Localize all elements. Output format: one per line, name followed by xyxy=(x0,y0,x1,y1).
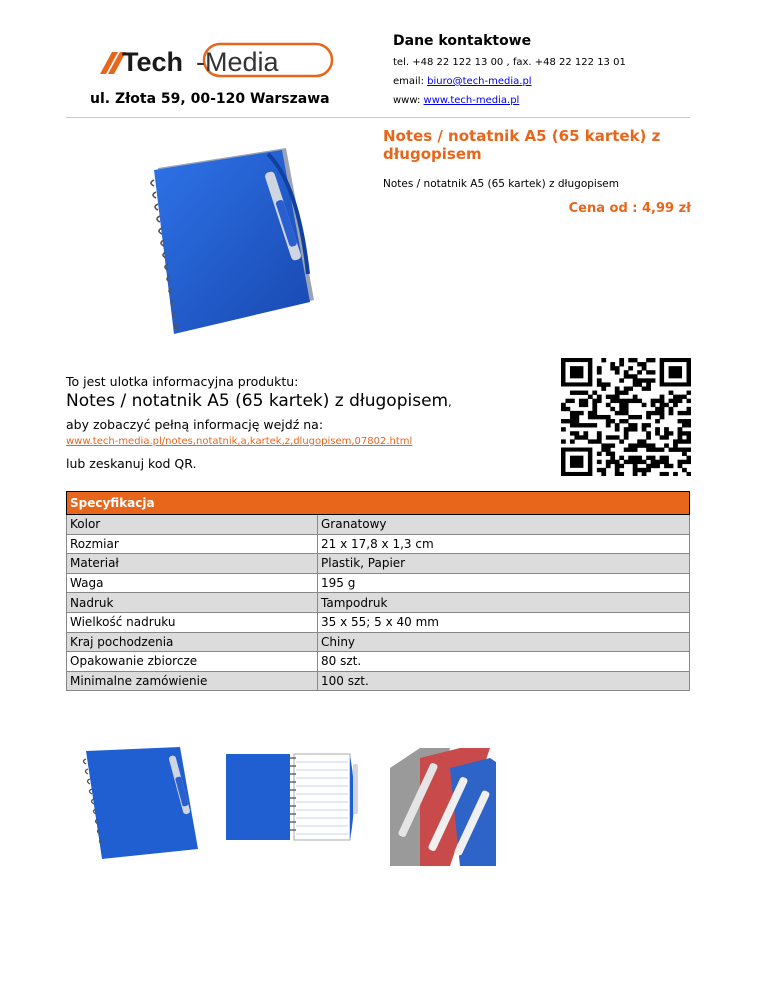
spec-value: 35 x 55; 5 x 40 mm xyxy=(318,612,690,632)
product-subtitle: Notes / notatnik A5 (65 kartek) z długopisem xyxy=(383,178,619,190)
logo-text-media: -Media xyxy=(196,47,279,77)
info-visit: aby zobaczyć pełną informację wejdź na: xyxy=(66,417,324,432)
qr-code xyxy=(561,358,691,476)
spec-value: 21 x 17,8 x 1,3 cm xyxy=(318,534,690,554)
info-intro: To jest ulotka informacyjna produktu: xyxy=(66,374,299,389)
product-thumbnail-3 xyxy=(390,748,496,866)
spec-key: Waga xyxy=(67,573,318,593)
contact-phone: tel. +48 22 122 13 00 , fax. +48 22 122 13 01 xyxy=(393,57,626,68)
spec-value: 100 szt. xyxy=(318,671,690,691)
product-url-link[interactable]: www.tech-media.pl/notes,notatnik,a,kartek,z,dlugopisem,07802.html xyxy=(66,436,413,447)
spec-value: Chiny xyxy=(318,632,690,652)
product-title: Notes / notatnik A5 (65 kartek) z długopisem xyxy=(383,127,661,163)
product-price: Cena od : 4,99 zł xyxy=(568,201,691,216)
email-link[interactable]: biuro@tech-media.pl xyxy=(427,76,532,87)
spec-key: Rozmiar xyxy=(67,534,318,554)
logo-text-tech: Tech xyxy=(122,47,184,77)
spec-header-row xyxy=(67,492,690,515)
table-row xyxy=(67,593,690,613)
table-row xyxy=(67,573,690,593)
spec-key: Minimalne zamówienie xyxy=(67,671,318,691)
spec-key: Kolor xyxy=(67,515,318,535)
table-row xyxy=(67,554,690,574)
spec-key: Nadruk xyxy=(67,593,318,613)
info-product-name-text: Notes / notatnik A5 (65 kartek) z długopisem xyxy=(66,391,449,411)
info-link-line xyxy=(66,436,412,447)
table-row xyxy=(67,534,690,554)
spec-key: Opakowanie zbiorcze xyxy=(67,652,318,672)
contact-www-line xyxy=(393,95,519,106)
spec-key: Wielkość nadruku xyxy=(67,612,318,632)
table-row xyxy=(67,632,690,652)
spec-table xyxy=(66,491,690,691)
spec-value: Plastik, Papier xyxy=(318,554,690,574)
spec-value: Granatowy xyxy=(318,515,690,535)
contact-email-line xyxy=(393,76,532,87)
company-address: ul. Złota 59, 00-120 Warszawa xyxy=(90,91,330,107)
table-row xyxy=(67,671,690,691)
table-row xyxy=(67,612,690,632)
spec-header: Specyfikacja xyxy=(67,492,690,515)
info-scan: lub zeskanuj kod QR. xyxy=(66,456,197,471)
spec-key: Kraj pochodzenia xyxy=(67,632,318,652)
info-product-name xyxy=(66,391,452,411)
product-thumbnail-2 xyxy=(224,752,366,852)
header-divider xyxy=(66,117,690,118)
email-label: email: xyxy=(393,76,428,87)
table-row xyxy=(67,652,690,672)
product-main-image xyxy=(118,140,358,360)
company-logo xyxy=(98,40,338,80)
spec-value: Tampodruk xyxy=(318,593,690,613)
spec-value: 80 szt. xyxy=(318,652,690,672)
www-label: www: xyxy=(393,95,424,106)
contact-title: Dane kontaktowe xyxy=(393,33,532,49)
product-thumbnail-1 xyxy=(72,745,212,865)
spec-value: 195 g xyxy=(318,573,690,593)
www-link[interactable]: www.tech-media.pl xyxy=(423,95,520,106)
table-row xyxy=(67,515,690,535)
spec-key: Materiał xyxy=(67,554,318,574)
info-product-name-suffix: , xyxy=(448,396,452,409)
